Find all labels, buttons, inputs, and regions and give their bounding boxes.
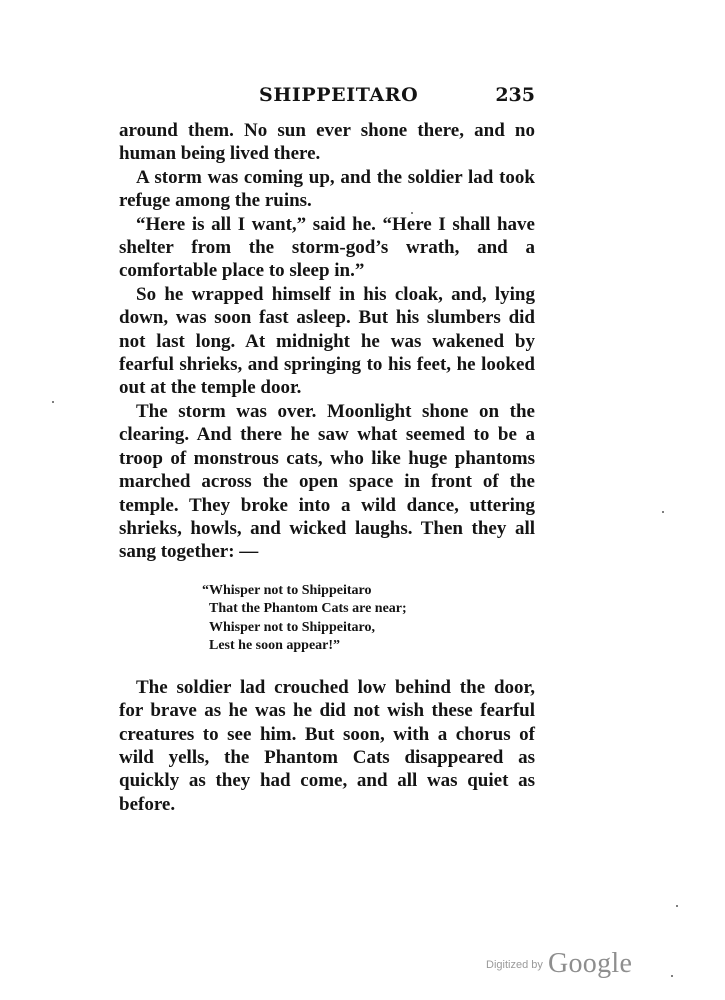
verse-line: That the Phantom Cats are near; xyxy=(209,601,407,617)
watermark-prefix: Digitized by xyxy=(486,959,543,971)
scan-speck xyxy=(411,212,413,214)
page-header xyxy=(119,84,535,112)
paragraph-closing: The soldier lad crouched low behind the door, for brave as he was he did not wish these fearful creatures to see him. But soon, with a chorus of wild yells, the Phantom Cats disappeared as quickly as they had come, and all was quiet as before. xyxy=(119,676,535,815)
paragraph-storm: A storm was coming up, and the soldier lad took refuge among the ruins. xyxy=(119,166,535,212)
song-verse xyxy=(202,582,535,656)
paragraph-phantom-cats: The storm was over. Moonlight shone on the clearing. And there he saw what seemed to be a troop of monstrous cats, who like huge phantoms marched across the open space in front of the temple. They broke into a wild dance, uttering shrieks, howls, and wicked laughs. Then they all sang together: — xyxy=(119,400,535,563)
digitized-by-google-watermark xyxy=(486,948,646,984)
running-title: SHIPPEITARO xyxy=(259,84,419,106)
paragraph-shelter: “Here is all I want,” said he. “Here I shall have shelter from the storm-god’s wrath, and a comfortable place to sleep in.” xyxy=(119,213,535,282)
google-logo: Google xyxy=(547,948,633,979)
body-text xyxy=(119,119,535,816)
page-number: 235 xyxy=(495,84,535,106)
scan-speck xyxy=(52,401,54,403)
paragraph-continued: around them. No sun ever shone there, and no human being lived there. xyxy=(119,120,535,165)
verse-line: Whisper not to Shippeitaro, xyxy=(209,619,375,635)
scan-speck xyxy=(671,975,673,977)
paragraph-midnight: So he wrapped himself in his cloak, and, lying down, was soon fast asleep. But his slumbers did not last long. At midnight he was wakened by fearful shrieks, and springing to his feet, he looked out at the temple door. xyxy=(119,283,535,399)
scan-speck xyxy=(676,905,678,907)
verse-line: Lest he soon appear!” xyxy=(209,638,341,654)
scan-speck xyxy=(662,511,664,513)
verse-line: “Whisper not to Shippeitaro xyxy=(202,582,372,598)
